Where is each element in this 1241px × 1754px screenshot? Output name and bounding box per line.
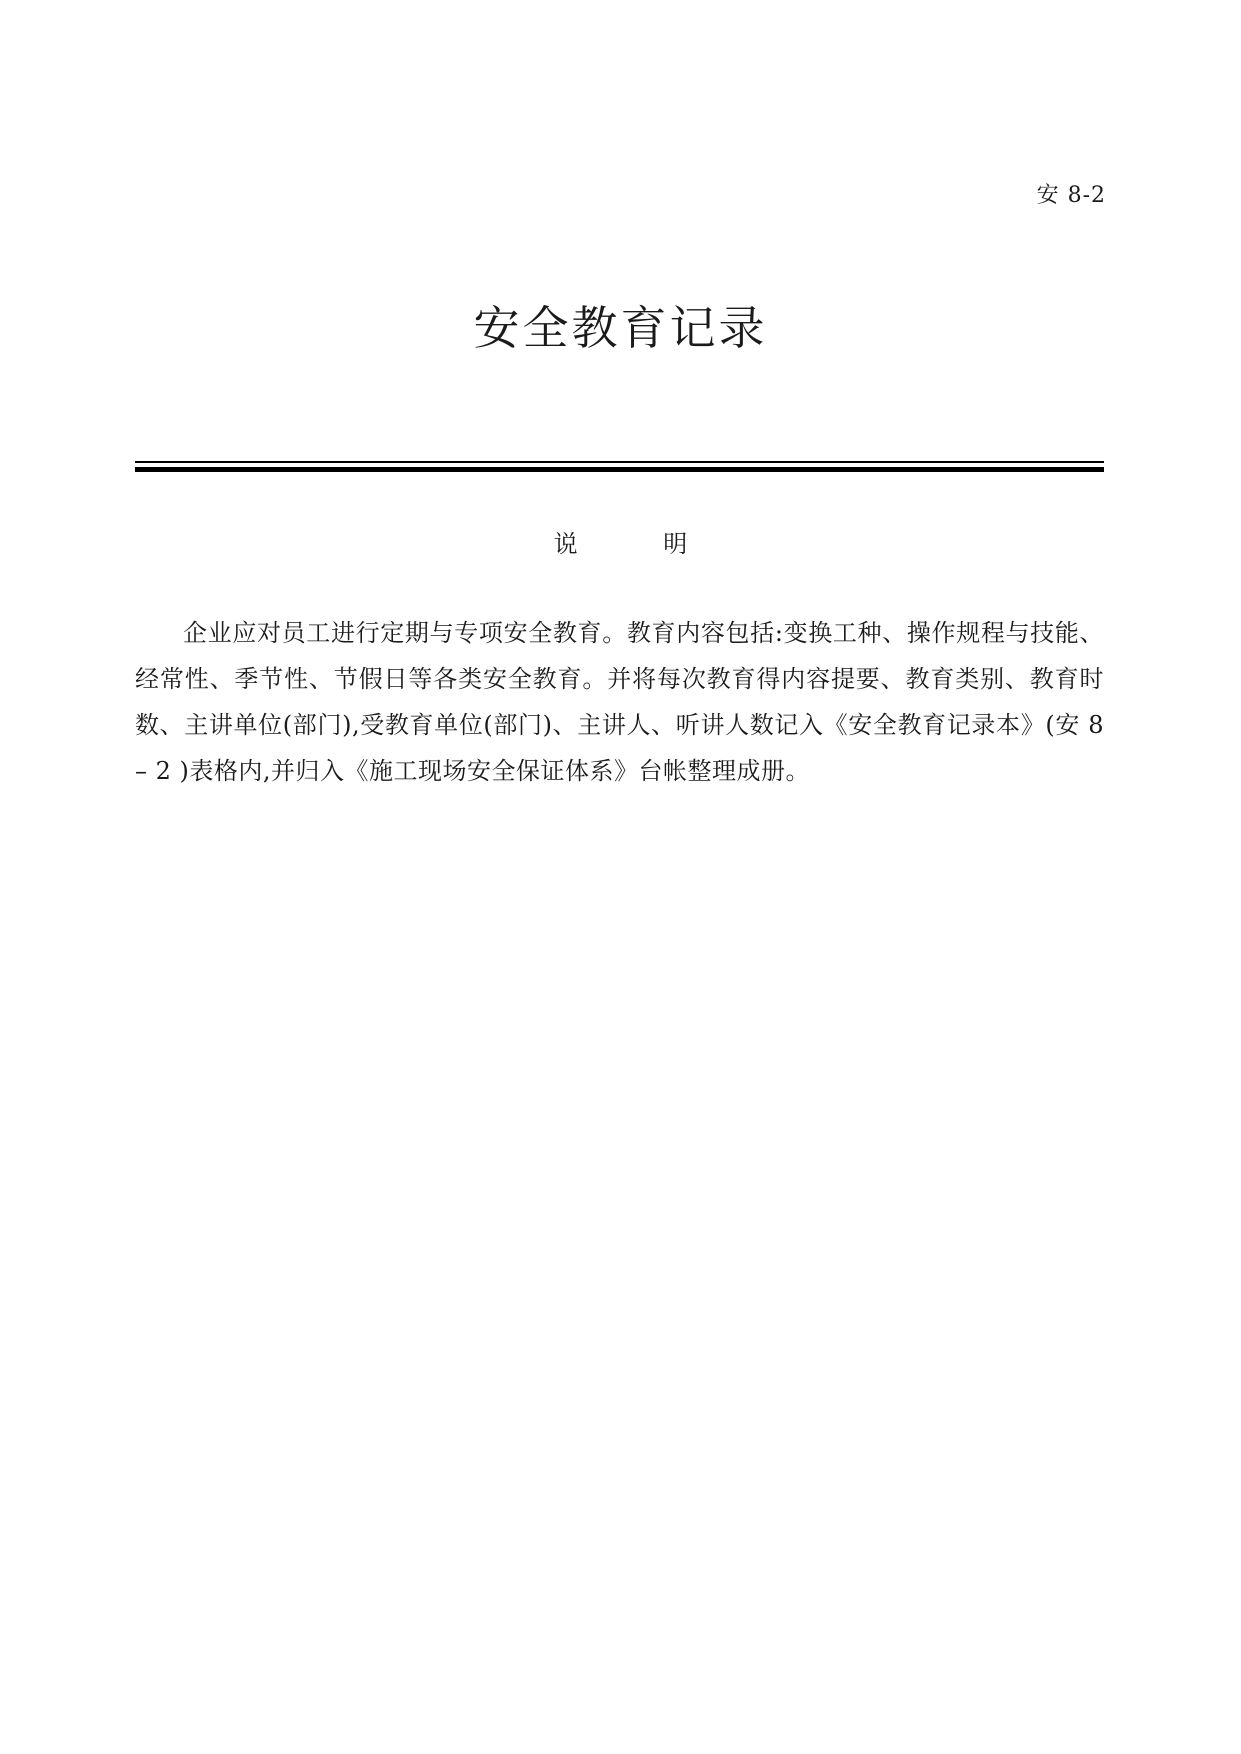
- title-divider-thin: [135, 461, 1104, 463]
- instruction-paragraph: 企业应对员工进行定期与专项安全教育。教育内容包括:变换工种、操作规程与技能、经常性、季节性、节假日等各类安全教育。并将每次教育得内容提要、教育类别、教育时数、主讲单位(部门),受教育单位(部门)、主讲人、听讲人数记入《安全教育记录本》(安 8 – 2 )表格内,并归入《施工现场安全保证体系》台帐整理成册。: [135, 619, 1104, 785]
- document-code: 安 8-2: [1036, 183, 1106, 208]
- document-title: 安全教育记录: [473, 301, 768, 355]
- title-divider-thick: [135, 467, 1104, 472]
- section-heading: 说 明: [553, 530, 714, 558]
